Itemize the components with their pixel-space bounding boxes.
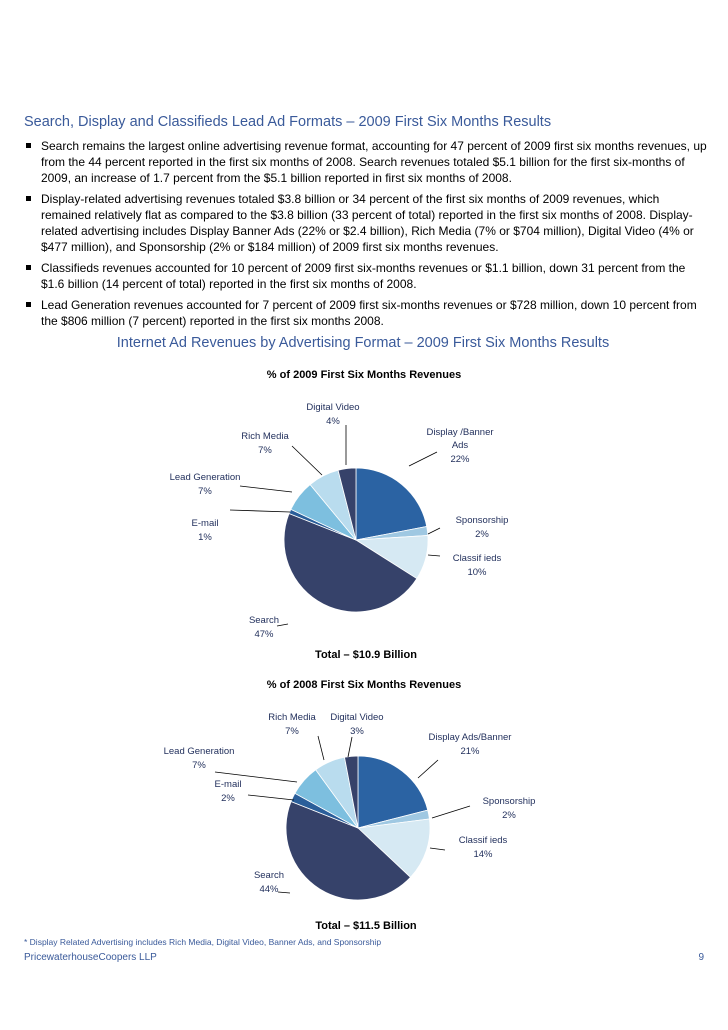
leader-line	[432, 806, 470, 818]
slice-label: Rich Media 7%	[241, 431, 289, 456]
leader-line	[418, 760, 438, 778]
slice-label: Classif ieds 14%	[458, 835, 508, 860]
slice-label: Rich Media 7%	[268, 712, 316, 737]
chart-total: Total – $11.5 Billion	[315, 920, 417, 932]
slice-label: Search 47%	[248, 615, 280, 640]
leader-line	[430, 848, 445, 850]
slice-label: Lead Generation 7%	[169, 472, 241, 497]
section-title: Search, Display and Classifieds Lead Ad Formats – 2009 First Six Months Results	[24, 114, 552, 130]
leader-line	[428, 528, 440, 534]
pie-chart-2	[164, 679, 536, 932]
slice-label: Display /Banner Ads 22%	[426, 427, 494, 465]
bullet-text: Display-related advertising revenues totaled $3.8 billion or 34 percent of the first six months of 2009 revenues, which remained relatively flat as compared to the $3.8 billion (33 percent of total) reported in the first six months of 2008. Display-related advertising includes Display Banner Ads (22% or $2.4 billion), Rich Media (7% or $704 million), Digital Video (4% or $477 million), and Sponsorship (2% or $184 million) of 2009 first six months revenues.	[41, 192, 694, 254]
chart-title: % of 2008 First Six Months Revenues	[266, 679, 462, 691]
footnote: * Display Related Advertising includes Rich Media, Digital Video, Banner Ads, and Sponsorship	[24, 937, 382, 947]
chart-title: % of 2009 First Six Months Revenues	[266, 369, 462, 381]
chart-total: Total – $10.9 Billion	[315, 649, 417, 661]
bullet-text: Classifieds revenues accounted for 10 percent of 2009 first six-months revenues or $1.1 billion, down 31 percent from the $1.6 billion (14 percent of total) reported in the first six months of 2008.	[41, 261, 686, 291]
leader-line	[248, 795, 294, 800]
slice-label: Digital Video 4%	[306, 402, 360, 427]
page-number: 9	[698, 952, 704, 963]
leader-line	[348, 737, 352, 757]
bullet-text: Search remains the largest online advertising revenue format, accounting for 47 percent of 2009 first six months revenues, up from the 44 percent reported in the first six months of 2008. Search revenues totaled $5.1 billion for the first six-months of 2009, an increase of 1.7 percent from the $5.1 billion reported in first six months of 2008.	[41, 139, 707, 185]
footer-company: PricewaterhouseCoopers LLP	[24, 952, 157, 963]
pie-chart-1	[170, 369, 509, 661]
leader-line	[230, 510, 290, 512]
slice-label: Digital Video 3%	[330, 712, 384, 737]
slice-label: Display Ads/Banner 21%	[428, 732, 512, 757]
slice-label: Classif ieds 10%	[452, 553, 502, 578]
leader-line	[278, 892, 290, 893]
leader-line	[240, 486, 292, 492]
bullet-text: Lead Generation revenues accounted for 7 percent of 2009 first six-months revenues or $728 million, down 10 percent from the $806 million (7 percent) reported in the first six months 2008.	[41, 298, 697, 328]
leader-line	[318, 736, 324, 760]
slice-label: E-mail 2%	[214, 779, 242, 804]
slice-label: Sponsorship 2%	[482, 796, 536, 821]
leader-line	[428, 555, 440, 556]
leader-line	[409, 452, 437, 466]
slice-label: Search 44%	[253, 870, 285, 895]
leader-line	[292, 446, 322, 475]
slice-label: E-mail 1%	[191, 518, 219, 543]
slice-label: Sponsorship 2%	[455, 515, 509, 540]
slice-label: Lead Generation 7%	[163, 746, 235, 771]
charts-heading: Internet Ad Revenues by Advertising Format – 2009 First Six Months Results	[116, 335, 610, 351]
